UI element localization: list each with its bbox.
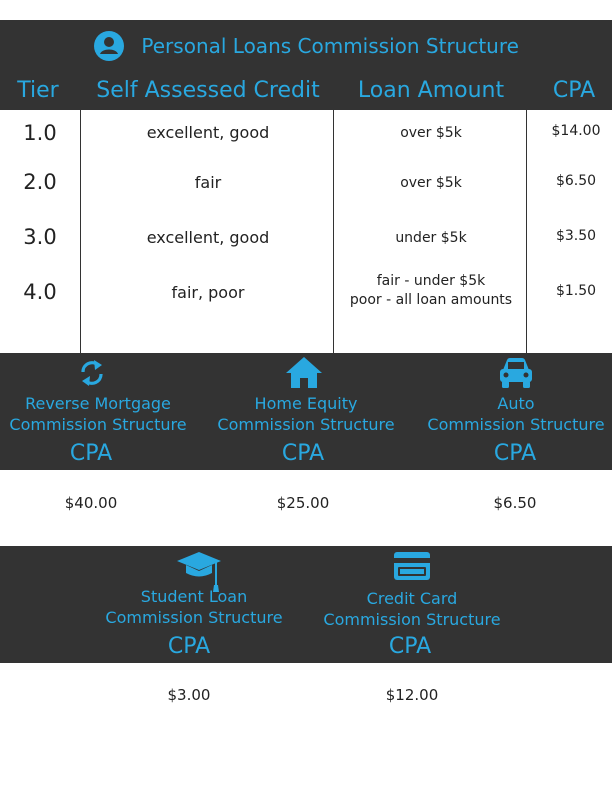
credit-card-icon — [393, 550, 431, 582]
cpa-cell: $1.50 — [555, 283, 597, 299]
header-credit: Self Assessed Credit — [96, 78, 320, 103]
reverse-mortgage-price: $40.00 — [64, 494, 118, 512]
personal-loans-title-row — [0, 30, 612, 62]
product-title-line: Commission Structure — [427, 415, 605, 434]
credit-cell: excellent, good — [146, 228, 270, 247]
student-loan-price: $3.00 — [167, 686, 211, 704]
product-title-line: Commission Structure — [217, 415, 395, 434]
person-circle-icon — [93, 30, 125, 62]
auto-title — [420, 393, 612, 435]
amount-cell: over $5k — [400, 125, 462, 141]
amount-cell: over $5k — [400, 175, 462, 191]
product-title-line: Student Loan — [140, 587, 248, 606]
amount-cell: under $5k — [395, 230, 467, 246]
column-divider — [80, 110, 81, 353]
amount-cell: fair - under $5k — [376, 273, 486, 289]
personal-loans-header — [0, 20, 612, 110]
personal-loans-title: Personal Loans Commission Structure — [141, 34, 519, 58]
credit-cell: fair — [194, 173, 222, 192]
cpa-cell: $3.50 — [555, 228, 597, 244]
tier-cell: 1.0 — [23, 121, 57, 145]
car-icon — [498, 356, 534, 389]
cpa-cell: $6.50 — [555, 173, 597, 189]
credit-cell: excellent, good — [146, 123, 270, 142]
tier-cell: 3.0 — [23, 225, 57, 249]
auto-price: $6.50 — [493, 494, 537, 512]
credit-card-cpa-label: CPA — [388, 634, 432, 659]
credit-card-title — [316, 588, 508, 630]
refresh-icon — [77, 357, 107, 389]
tier-cell: 4.0 — [23, 280, 57, 304]
product-title-line: Commission Structure — [9, 415, 187, 434]
home-equity-title — [208, 393, 404, 435]
product-title-line: Home Equity — [254, 394, 358, 413]
house-icon — [285, 355, 323, 389]
products-band-1 — [0, 353, 612, 470]
header-cpa: CPA — [552, 78, 596, 103]
home-equity-cpa-label: CPA — [281, 441, 325, 466]
product-title-line: Reverse Mortgage — [25, 394, 171, 413]
products-band-2 — [0, 546, 612, 663]
amount-cell: poor - all loan amounts — [349, 292, 513, 308]
student-loan-title — [98, 586, 290, 628]
tier-cell: 2.0 — [23, 170, 57, 194]
credit-card-price: $12.00 — [385, 686, 439, 704]
student-loan-cpa-label: CPA — [167, 634, 211, 659]
header-tier: Tier — [17, 78, 59, 103]
auto-cpa-label: CPA — [493, 441, 537, 466]
product-title-line: Commission Structure — [105, 608, 283, 627]
product-title-line: Commission Structure — [323, 610, 501, 629]
reverse-mortgage-cpa-label: CPA — [69, 441, 113, 466]
header-amount: Loan Amount — [357, 78, 505, 103]
credit-cell: fair, poor — [171, 283, 245, 302]
home-equity-price: $25.00 — [276, 494, 330, 512]
reverse-mortgage-title — [0, 393, 196, 435]
cpa-cell: $14.00 — [551, 123, 601, 139]
product-title-line: Auto — [497, 394, 535, 413]
product-title-line: Credit Card — [366, 589, 458, 608]
